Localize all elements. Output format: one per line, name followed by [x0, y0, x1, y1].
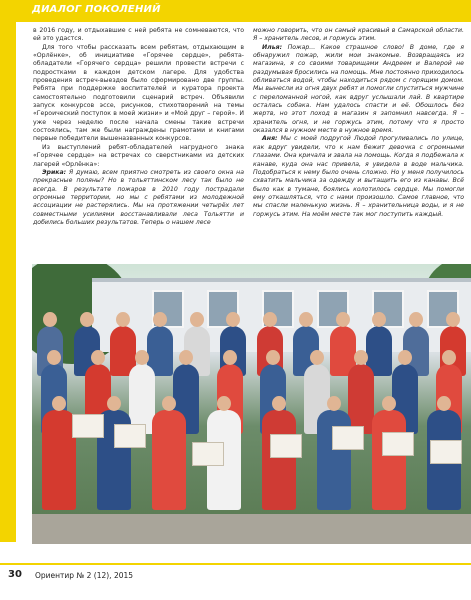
right-text-column — [253, 27, 464, 219]
page-number: 30 — [8, 569, 22, 580]
left-text-column — [33, 27, 244, 227]
section-title: ДИАЛОГ ПОКОЛЕНИЙ — [32, 4, 161, 15]
paragraph: в 2016 году, и отдыхавшие с ней ребята не сомневаются, что ей это удастся. — [33, 27, 244, 43]
left-accent-strip — [0, 22, 16, 542]
quote-text: Я думаю, всем приятно смотреть из своего окна на прекрасные поляны? Но в тольяттинском лесу так было не всегда. В результате пожаров в 2010 году пострадали огромные территории, но мы с ребятами из молодежной ассоциации не растерялись. Мы на протяжении четырёх лет совместными усилиями восстанавливали леса Тольятти и добились больших результатов. Теперь о нашем лесе — [33, 168, 244, 226]
footer-rule — [0, 563, 471, 565]
page-footer — [0, 567, 471, 587]
magazine-issue: Ориентир № 2 (12), 2015 — [35, 571, 134, 580]
quote-text: Мы с моей подругой Людой прогуливались по улице, как вдруг увидели, что к нам бежит девочка с огромными глазами. Она кричала и звала на помощь. Когда я подбежала к канаве, куда она нас привела, я увидела в воде мальчика. Подобраться к нему было очень сложно. Но у меня получилось схватить мальчика за одежду и вытащить его из канавы. Всё было как в тумане, боялись колотилось сердце. Мы помогли ему откашляться, что с нами произошло. Самое главное, что мы спасли маленькую жизнь. Я – хранительница воды, и я не горжусь этим. На моём месте так мог поступить каждый. — [253, 135, 464, 218]
quote-text: Пожар... Какое страшное слово! В доме, где я обнаружил пожар, жили мои знакомые. Возвращаясь из магазина, я со своими товарищами Андреем и Валерой не раздумывая бросились на помощь. Мне постоянно приходилось обливаться водой, чтобы находиться рядом с горящим домом. Мы вынесли из огня двух ребят и помогли спуститься мужчине с переломанной ногой, как вдруг услышали лай. В квартире осталась собака. Нам удалось спасти и её. Обошлось без жертв, но этот поход в магазин я запомнил навсегда. Я – хранитель огня, и не горжусь этим, потому что я просто оказался в нужном месте в нужное время. — [253, 43, 464, 135]
group-photo — [32, 264, 471, 544]
paragraph: Из выступлений ребят-обладателей нагрудного знака «Горячее сердце» на встречах со сверстниками из детских лагерей «Орлёнка»: — [33, 143, 244, 168]
quote-anya — [253, 135, 464, 218]
speaker-name: Аня: — [262, 135, 278, 143]
quote-erika — [33, 169, 244, 227]
speaker-name: Эрика: — [42, 168, 67, 176]
paragraph: Для того чтобы рассказать всем ребятам, отдыхающим в «Орлёнке», об инициативе «Горячее сердце», ребята-обладатели «Горячего сердца» решили провести встречи с подростками в каждом детском лагере. Для удобства проведения встреч-выездов было сформировано две группы. Ребята при поддержке воспитателей и куратора проекта самостоятельно подготовили сценарий встреч. Объявили запуск конкурсов эссе, рисунков, стихотворений на темы «Героический поступок в моей жизни» и «Мой друг – герой». И уже через неделю после начала смены такие встречи состоялись, там же были награждены грамотами и книгами первые победители вышеназванных конкурсов. — [33, 43, 244, 143]
speaker-name: Илья: — [262, 43, 283, 51]
quote-continuation: можно говорить, что он самый красивый в Самарской области. Я – хранитель лесов, и горжусь этим. — [253, 27, 464, 43]
quote-ilya — [253, 44, 464, 136]
